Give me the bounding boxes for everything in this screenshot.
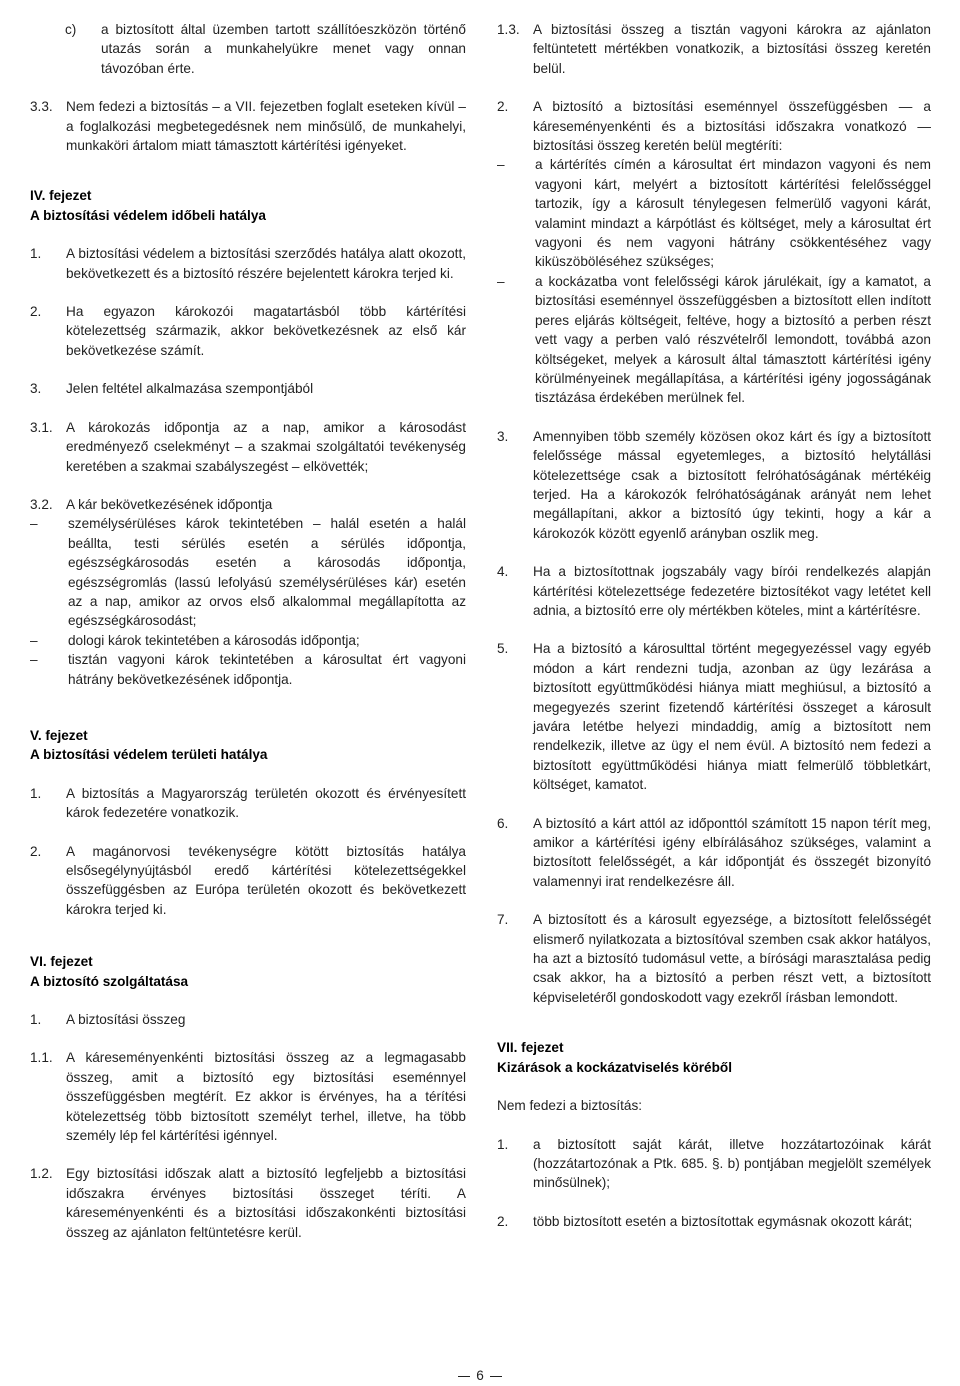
list-item <box>30 784 466 823</box>
list-item <box>30 495 466 514</box>
item-text: Ha egyazon károkozói magatartásból több kártérítési kötelezettség származik, akkor bekövetkezésnek az első kár bekövetkezése számít. <box>66 304 466 358</box>
item-text: Ha a biztosító a károsulttal történt megegyezéssel vagy egyéb módon a kárt rendezni tudja, azonban az ügy lezárása a biztosított együttműködési hiánya miatt meghiúsul, a biztosító a megegyezés szerint fizetendő kártérítési összeget a károsult javára letétbe helyezi mindaddig, amíg a biztosított nem rendelkezik, illetve az ügy el nem évül. A biztosító nem fedezi a biztosított együttműködési hiánya miatt felmerülő többletkárt, költséget, kamatot. <box>533 641 931 793</box>
list-item <box>30 97 466 155</box>
item-number: 5. <box>497 641 509 657</box>
dash-item: – tisztán vagyoni károk tekintetében a károsultat ért vagyoni hátrány bekövetkezésének időpontja. <box>30 650 466 689</box>
item-text: A biztosított és a károsult egyezsége, a biztosított felelősségét elismerő nyilatkozata a biztosítóval szemben csak akkor hatályos, ha azt a biztosító tudomásul vette, a bírósági marasztalása pedig csak akkor, ha a biztosító a perben részt vett, a biztosított képviseletéről gondoskodott vagy ezekről írásban lemondott. <box>533 912 931 1005</box>
item-number: 1. <box>30 785 42 801</box>
list-item <box>497 562 931 620</box>
item-number: 3. <box>497 428 509 444</box>
item-text: A biztosító a biztosítási eseménnyel összefüggésben — a káreseményenkénti és a biztosítási időszakra vonatkozó — biztosítási összeg keretén belül megtéríti: <box>533 99 931 154</box>
item-number: 3.1. <box>30 419 53 435</box>
item-text: A biztosító a kárt attól az időponttól számított 15 napon térít meg, amikor a kártérítési igény elbírálásához szükséges, valamint a biztosított felelősségét, a kár időpontját és összegét bizonyító valamennyi irat rendelkezésre áll. <box>533 815 931 889</box>
item-number: 1. <box>497 1136 509 1152</box>
item-text: A magánorvosi tevékenységre kötött biztosítás hatálya elsősegélynyújtásból eredő kártérítési kötelezettségekkel összefüggésben az Európa területén okozott és bekövetkezett károkra terjed ki. <box>66 843 466 917</box>
dash-text: tisztán vagyoni károk tekintetében a károsultat ért vagyoni hátrány bekövetkezésének időpontja. <box>68 652 466 687</box>
chapter-subtitle: A biztosítási védelem időbeli hatálya <box>30 207 266 223</box>
list-item <box>497 20 931 78</box>
page-footer <box>0 1366 960 1386</box>
page-number: 6 <box>476 1368 484 1383</box>
chapter-title: V. fejezet <box>30 727 88 743</box>
item-text: Amennyiben több személy közösen okoz kárt és így a biztosított felelőssége mással egyetemleges, a biztosító helytállási kötelezettsége csak a biztosított felróhatóságának mértékéig terjed. Ha a károkozók felróhatóságának arányát nem lehet megállapítani, akkor a biztosító úgy tekinti, hogy a kár a károkozók között egyenlő arányban oszlik meg. <box>533 428 931 541</box>
item-text: a biztosított által üzemben tartott szállítóeszközön történő utazás során a munkahelyükre menet vagy onnan távozóban érte. <box>101 22 466 76</box>
list-item <box>30 1164 466 1242</box>
list-item <box>30 1010 466 1029</box>
item-number: 2. <box>497 1213 509 1229</box>
item-number: c) <box>65 22 77 37</box>
item-number: 1.2. <box>30 1166 53 1182</box>
item-text: Ha a biztosítottnak jogszabály vagy bírói rendelkezés alapján kártérítési kötelezettsége fedezetére biztosítékot vagy letétet kell adnia, a biztosító erre oly mértékben köteles, mint a kártérítésre. <box>533 564 931 618</box>
chapter-subtitle: A biztosító szolgáltatása <box>30 973 189 989</box>
dash-item: – személysérüléses károk tekintetében – halál esetén a halál beállta, testi sérülés esetén a sérülés időpontja, egészségkárosodás esetén a károsodás időpontja, egészségromlás (lassú lefolyású személysérüléses kár) esetén az a nap, amikor az orvos első alkalommal megállapította az egészségkárosodást; <box>30 514 466 630</box>
footer-dash-left <box>458 1376 470 1377</box>
list-item <box>497 427 931 543</box>
list-item <box>497 814 931 892</box>
item-number: 1. <box>30 246 42 262</box>
dash-text: személysérüléses károk tekintetében – halál esetén a halál beállta, testi sérülés esetén a sérülés időpontja, egészségkárosodás esetén a károsodás időpontja, egészségromlás (lassú lefolyású személysérüléses kár) esetén az a nap, amikor az orvos első alkalommal megállapította az egészségkárosodást; <box>68 516 466 629</box>
list-item <box>30 379 466 398</box>
chapter-heading <box>30 726 466 765</box>
chapter-heading <box>30 186 466 225</box>
list-item <box>497 910 931 1007</box>
item-number: 1.1. <box>30 1050 53 1066</box>
item-text: A kár bekövetkezésének időpontja <box>66 496 273 512</box>
item-text: A káreseményenkénti biztosítási összeg az a legmagasabb összeg, amit a biztosító egy biztosítási eseménnyel összefüggésben megtérít. Ez akkor is érvényes, ha a térítési kötelezettség több biztosított személyt terhel, illetve, ha több személy lép fel kártérítési igénnyel. <box>66 1050 466 1144</box>
chapter-subtitle: A biztosítási védelem területi hatálya <box>30 747 268 763</box>
item-text: A biztosítási védelem a biztosítási szerződés hatálya alatt okozott, bekövetkezett és a biztosító részére bejelentett károkra terjed ki. <box>66 246 466 281</box>
item-number: 4. <box>497 564 509 580</box>
dash-list <box>30 514 466 689</box>
list-item <box>30 1048 466 1145</box>
item-number: 7. <box>497 912 509 928</box>
dash-item: – a kártérítés címén a károsultat ért mindazon vagyoni és nem vagyoni kárt, melyért a biztosított kártérítési felelősséggel tartozik, így a károsult ténylegesen felmerülő vagyoni kárát, valamint mindazt a kárpótlást és költséget, mely a károsultat ért vagyoni és nem vagyoni hátrány csökkentéséhez vagy kiküszöböléséhez szükséges; <box>497 155 931 271</box>
chapter-heading <box>30 952 466 991</box>
chapter-title: VI. fejezet <box>30 954 93 970</box>
item-number: 2. <box>497 99 509 115</box>
list-item <box>497 97 931 155</box>
item-number: 6. <box>497 815 509 831</box>
item-text: Jelen feltétel alkalmazása szempontjából <box>66 381 314 397</box>
item-text: A károkozás időpontja az a nap, amikor a károsodást eredményező cselekményt – a szakmai szolgáltatói tevékenység keretében a szakmai szabályszegést – elkövették; <box>66 419 466 474</box>
item-text: A biztosítási összeg a tisztán vagyoni károkra az ajánlaton feltüntetett mértékben vonatkozik, a biztosítási összeg keretén belül. <box>533 22 931 76</box>
dash-item: – dologi károk tekintetében a károsodás időpontja; <box>30 631 466 650</box>
list-item <box>497 639 931 794</box>
intro-text: Nem fedezi a biztosítás: <box>497 1098 643 1114</box>
dash-list <box>497 155 931 407</box>
item-text: A biztosítási összeg <box>66 1012 186 1028</box>
list-item <box>497 1212 931 1231</box>
chapter-subtitle: Kizárások a kockázatviselés köréből <box>497 1059 732 1075</box>
item-text: Nem fedezi a biztosítás – a VII. fejezetben foglalt eseteken kívül – a foglalkozási megbetegedésnek nem minősülő, de munkahelyi, munkaköri ártalom miatt támasztott kártérítési igényeket. <box>66 99 466 154</box>
item-number: 2. <box>30 304 42 320</box>
dash-text: dologi károk tekintetében a károsodás időpontja; <box>68 632 360 648</box>
list-item <box>30 20 466 78</box>
left-column <box>30 20 466 1242</box>
dash-item: – a kockázatba vont felelősségi károk járulékait, így a kamatot, a biztosítási eseménnyel összefüggésben a biztosított ellen indított peres eljárás költségeit, feltéve, hogy a biztosító a perben részt vett vagy a perben való részvételről lemondott, továbbá azon költségeket, melyek a károsult által támasztott kártérítési igény körülményeinek megállapítása, a kártérítési igény jogosságának tisztázása érdekében merülnek fel. <box>497 272 931 408</box>
item-number: 3.2. <box>30 496 53 512</box>
list-item <box>30 244 466 283</box>
chapter-title: IV. fejezet <box>30 188 92 204</box>
list-item <box>30 302 466 360</box>
item-number: 3.3. <box>30 99 53 115</box>
chapter-title: VII. fejezet <box>497 1040 564 1056</box>
list-item <box>497 1135 931 1193</box>
dash-text: a kockázatba vont felelősségi károk járulékait, így a kamatot, a biztosítási eseménnyel összefüggésben a biztosított ellen indított peres eljárás költségeit, feltéve, hogy a biztosító a perben részt vett vagy a perben való részvételről lemondott, továbbá azon költségeket, melyek a károsult által támasztott kártérítési igény körülményeinek megállapítása, a kártérítési igény jogosságának tisztázása érdekében merülnek fel. <box>535 273 931 406</box>
chapter-heading <box>497 1038 931 1077</box>
footer-dash-right <box>490 1376 502 1377</box>
item-text: a biztosított saját kárát, illetve hozzátartozóinak kárát (hozzátartozónak a Ptk. 685. §. b) pontjában megjelölt személyek minősülnek); <box>533 1136 931 1191</box>
item-number: 1. <box>30 1012 42 1028</box>
dash-text: a kártérítés címén a károsultat ért mindazon vagyoni és nem vagyoni kárt, melyért a biztosított kártérítési felelősséggel tartozik, így a károsult ténylegesen felmerülő vagyoni kárát, valamint mindazt a kárpótlást és költséget, mely a károsultat ért vagyoni és nem vagyoni hátrány csökkentéséhez vagy kiküszöböléséhez szükséges; <box>535 157 931 270</box>
item-number: 1.3. <box>497 22 520 37</box>
item-text: több biztosított esetén a biztosítottak egymásnak okozott kárát; <box>533 1213 913 1229</box>
item-number: 2. <box>30 843 42 859</box>
list-item <box>30 842 466 920</box>
item-text: A biztosítás a Magyarország területén okozott és érvényesített károk fedezetére vonatkozik. <box>66 785 466 821</box>
right-column <box>497 20 931 1231</box>
list-item <box>30 418 466 476</box>
item-text: Egy biztosítási időszak alatt a biztosító legfeljebb a biztosítási időszakra érvényes biztosítási összeget téríti. A káreseményenkénti és a biztosítási időszakonkénti biztosítási összeg az ajánlaton feltüntetésre kerül. <box>66 1166 466 1240</box>
item-number: 3. <box>30 381 42 397</box>
